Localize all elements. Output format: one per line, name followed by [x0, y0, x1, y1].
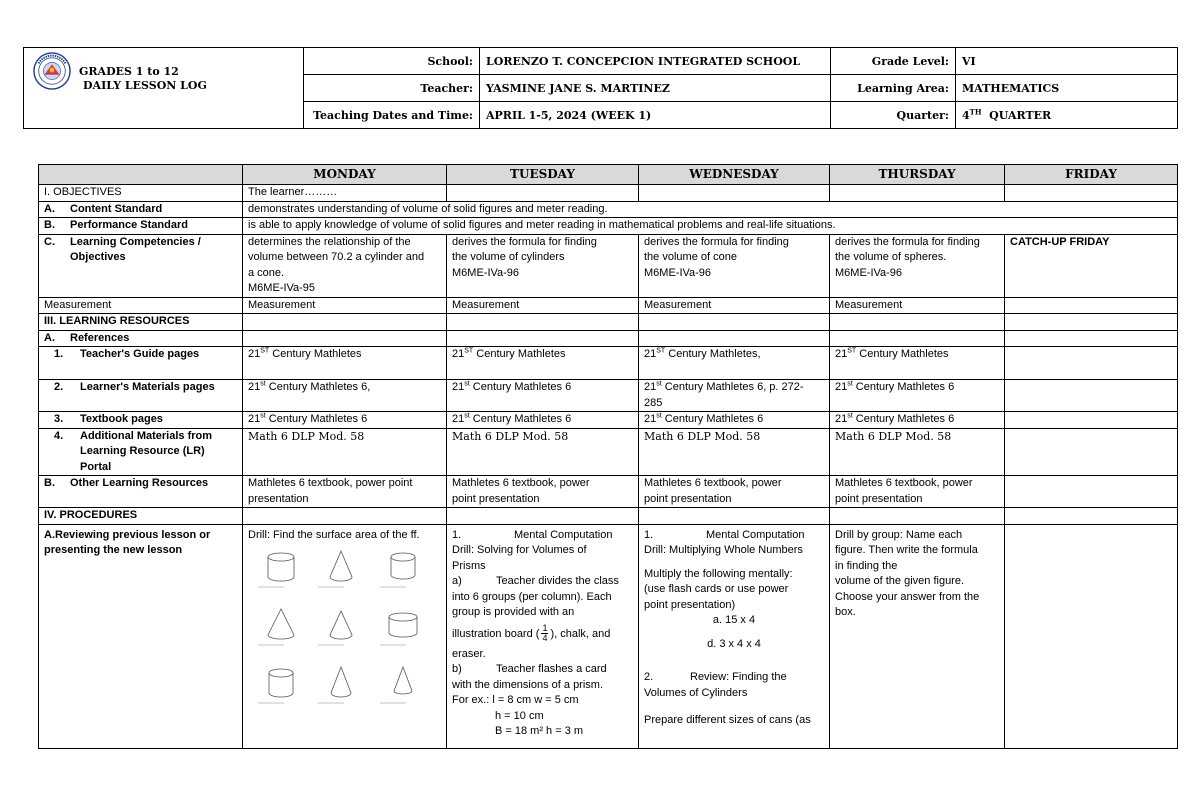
learners-materials-num: 2.: [54, 381, 64, 393]
learners-materials-label: [39, 380, 243, 412]
teachers-guide-label: [39, 347, 243, 380]
day-header-thursday: THURSDAY: [830, 165, 1005, 185]
drill-title: Prisms: [452, 559, 486, 572]
measurement-friday: [1005, 297, 1178, 314]
teaching-dates-value: APRIL 1-5, 2024 (WEEK 1): [480, 102, 831, 129]
performance-standard-row: [39, 218, 1178, 235]
learning-area-label: Learning Area:: [831, 75, 956, 102]
additional-materials-line1: Additional Materials from: [80, 429, 213, 442]
competencies-wednesday: [639, 234, 830, 297]
ordinal-suffix: st: [847, 412, 853, 420]
resource-title: Century Mathletes 6: [469, 413, 572, 425]
competencies-label-line1: Learning Competencies /: [70, 235, 201, 248]
grade-level-label: Grade Level:: [831, 48, 956, 75]
empty-cell: [1005, 508, 1178, 525]
resource-title: Century Mathletes 6: [469, 381, 572, 393]
textbook-num: 3.: [54, 413, 64, 425]
other-resources-thursday: [830, 476, 1005, 508]
step-text: with the dimensions of a prism.: [452, 678, 604, 691]
drill-instruction: Drill: Find the surface area of the ff.: [248, 528, 420, 541]
objectives-wednesday: [639, 185, 830, 202]
resource-title: Century Mathletes: [269, 348, 362, 360]
textbook-text: Textbook pages: [80, 413, 163, 425]
resource-line: Mathletes 6 textbook, power point: [248, 477, 413, 489]
resource-title: Century Mathletes: [856, 348, 949, 360]
empty-cell: [447, 508, 639, 525]
additional-materials-tuesday: Math 6 DLP Mod. 58: [447, 428, 639, 476]
textbook-row: [39, 412, 1178, 429]
cone-figure-icon: [314, 663, 368, 707]
day-header-row: [39, 165, 1178, 185]
competencies-wednesday-line: derives the formula for finding: [644, 235, 789, 248]
ordinal-suffix: ST: [464, 347, 474, 355]
learning-resources-row: [39, 314, 1178, 331]
fraction-denominator: 4: [542, 633, 548, 644]
textbook-tuesday: [447, 412, 639, 429]
quarter-number: 4: [962, 108, 970, 122]
teachers-guide-row: [39, 347, 1178, 380]
empty-cell: [639, 508, 830, 525]
item-letter: a): [452, 575, 462, 587]
measurement-label: Measurement: [39, 297, 243, 314]
content-standard-value: demonstrates understanding of volume of solid figures and meter reading.: [243, 201, 1178, 218]
empty-cell: [243, 508, 447, 525]
item-title: Mental Computation: [706, 528, 805, 541]
item-title: Volumes of Cylinders: [644, 686, 748, 699]
item-number: 1.: [452, 528, 462, 541]
measurement-wednesday: Measurement: [639, 297, 830, 314]
ordinal-suffix: ST: [656, 347, 666, 355]
teacher-value: YASMINE JANE S. MARTINEZ: [480, 75, 831, 102]
resource-pages: 285: [644, 396, 663, 409]
learners-materials-row: [39, 380, 1178, 412]
cylinder-figure-icon: [254, 547, 308, 591]
header-table: [23, 47, 1178, 129]
item-title: Review: Finding the: [690, 671, 787, 683]
textbook-label: [39, 412, 243, 429]
learners-materials-tuesday: [447, 380, 639, 412]
school-value: LORENZO T. CONCEPCION INTEGRATED SCHOOL: [480, 48, 831, 75]
ordinal-suffix: ST: [847, 347, 857, 355]
other-resources-monday: [243, 476, 447, 508]
fraction-one-fourth: [541, 624, 548, 643]
step-text: into 6 groups (per column). Each: [452, 590, 612, 603]
competencies-monday-line: volume between 70.2 a cylinder and: [248, 251, 425, 263]
ordinal-suffix: st: [260, 380, 266, 388]
reviewing-label: [39, 524, 243, 748]
cylinder-figure-icon: [376, 547, 430, 591]
drill-line: in finding the: [835, 559, 898, 572]
multiplication-item: a. 15 x 4: [712, 614, 756, 626]
quarter-label: Quarter:: [831, 102, 956, 129]
step-text: Teacher flashes a card: [496, 663, 607, 675]
empty-cell: [447, 314, 639, 331]
empty-cell: [639, 314, 830, 331]
grade-level-value: VI: [956, 48, 1178, 75]
drill-line: volume of the given figure.: [835, 575, 965, 587]
competencies-thursday-code: M6ME-IVa-96: [835, 266, 903, 279]
procedures-row: [39, 508, 1178, 525]
day-header-tuesday: TUESDAY: [447, 165, 639, 185]
teacher-label: Teacher:: [304, 75, 480, 102]
resource-title: Century Mathletes 6,: [265, 381, 371, 393]
resource-line: Mathletes 6 textbook, power: [835, 477, 973, 489]
references-letter: A.: [44, 331, 55, 344]
resource-line: presentation: [248, 492, 309, 505]
performance-standard-label: [39, 218, 243, 235]
other-resources-label: [39, 476, 243, 508]
content-standard-text-label: Content Standard: [70, 202, 163, 215]
item-number: 1.: [644, 528, 654, 541]
other-resources-wednesday: [639, 476, 830, 508]
other-resources-text: Other Learning Resources: [70, 477, 209, 489]
ordinal-suffix: st: [656, 380, 662, 388]
ordinal-suffix: st: [464, 412, 470, 420]
objectives-tuesday: [447, 185, 639, 202]
drill-title: Drill: Solving for Volumes of: [452, 544, 587, 556]
item-title: Mental Computation: [514, 528, 613, 541]
references-label: [39, 330, 243, 347]
competencies-monday-code: M6ME-IVa-95: [248, 282, 316, 294]
reviewing-thursday: [830, 524, 1005, 748]
content-standard-row: [39, 201, 1178, 218]
resource-title: Century Mathletes 6: [661, 413, 764, 425]
content-standard-label: [39, 201, 243, 218]
ordinal-suffix: st: [656, 412, 662, 420]
example-dimensions: B = 18 m² h = 3 m: [495, 725, 584, 737]
teachers-guide-text: Teacher's Guide pages: [80, 348, 200, 360]
resource-line: Mathletes 6 textbook, power: [644, 477, 782, 489]
instruction-text: (use flash cards or use power: [644, 583, 789, 595]
learning-resources-label: III. LEARNING RESOURCES: [39, 314, 243, 331]
cone-figure-icon: [254, 605, 308, 649]
resource-title: Century Mathletes: [473, 348, 566, 360]
cone-figure-icon: [314, 605, 368, 649]
reviewing-monday: [243, 524, 447, 748]
ordinal-number: 21: [248, 381, 261, 393]
textbook-thursday: [830, 412, 1005, 429]
quarter-word: QUARTER: [989, 108, 1052, 122]
ordinal-suffix: st: [847, 380, 853, 388]
ordinal-number: 21: [644, 348, 657, 360]
content-standard-letter: A.: [44, 202, 55, 215]
drill-figures-worksheet: [248, 547, 436, 713]
performance-standard-value: is able to apply knowledge of volume of solid figures and meter reading in mathematical problems and real-life situations.: [243, 218, 1178, 235]
objectives-monday: The learner………: [243, 185, 447, 202]
teachers-guide-monday: [243, 347, 447, 380]
step-text: illustration board (: [452, 627, 540, 640]
competencies-monday-line: a cone.: [248, 266, 285, 279]
step-text: eraser.: [452, 647, 486, 660]
other-resources-friday: [1005, 476, 1178, 508]
teachers-guide-wednesday: [639, 347, 830, 380]
empty-cell: [830, 508, 1005, 525]
step-text: ), chalk, and: [550, 627, 611, 640]
empty-cell: [830, 330, 1005, 347]
competencies-thursday-line: the volume of spheres.: [835, 251, 947, 263]
ordinal-number: 21: [452, 413, 465, 425]
empty-cell: [447, 330, 639, 347]
competencies-wednesday-line: the volume of cone: [644, 251, 737, 263]
teachers-guide-num: 1.: [54, 348, 64, 360]
additional-materials-row: [39, 428, 1178, 476]
logo-cell: [24, 48, 304, 129]
ordinal-suffix: ST: [260, 347, 270, 355]
other-resources-tuesday: [447, 476, 639, 508]
ordinal-number: 21: [835, 413, 848, 425]
resource-title: Century Mathletes 6, p. 272-: [661, 381, 804, 393]
step-text: Teacher divides the class: [496, 575, 619, 587]
competencies-row: [39, 234, 1178, 297]
additional-materials-thursday: Math 6 DLP Mod. 58: [830, 428, 1005, 476]
additional-materials-wednesday: Math 6 DLP Mod. 58: [639, 428, 830, 476]
references-row: [39, 330, 1178, 347]
other-resources-letter: B.: [44, 477, 55, 489]
instruction-text: Prepare different sizes of cans (as: [644, 714, 811, 726]
teaching-dates-label: Teaching Dates and Time:: [304, 102, 480, 129]
ordinal-number: 21: [644, 381, 657, 393]
cone-figure-icon: [376, 663, 430, 707]
drill-title: Drill: Multiplying Whole Numbers: [644, 544, 803, 556]
measurement-monday: Measurement: [243, 297, 447, 314]
reviewing-friday: [1005, 524, 1178, 748]
learners-materials-wednesday: [639, 380, 830, 412]
quarter-suffix: TH: [969, 106, 982, 116]
objectives-friday: [1005, 185, 1178, 202]
instruction-text: Multiply the following mentally:: [644, 567, 793, 580]
item-letter: b): [452, 663, 462, 675]
competencies-label-line2: Objectives: [70, 251, 126, 263]
example-dimensions: For ex.: l = 8 cm w = 5 cm: [452, 694, 579, 706]
ordinal-number: 21: [452, 348, 465, 360]
day-header-friday: FRIDAY: [1005, 165, 1178, 185]
reviewing-wednesday: [639, 524, 830, 748]
procedures-label: IV. PROCEDURES: [39, 508, 243, 525]
multiplication-item: d. 3 x 4 x 4: [707, 637, 761, 650]
cylinder-figure-icon: [376, 605, 430, 649]
competencies-tuesday-line: the volume of cylinders: [452, 251, 565, 263]
form-title-line1: GRADES 1 to 12: [79, 65, 179, 78]
additional-materials-label: [39, 428, 243, 476]
competencies-wednesday-code: M6ME-IVa-96: [644, 266, 712, 279]
other-resources-row: [39, 476, 1178, 508]
resource-title: Century Mathletes 6: [265, 413, 368, 425]
drill-line: box.: [835, 606, 856, 618]
competencies-tuesday-code: M6ME-IVa-96: [452, 266, 520, 279]
competencies-thursday: [830, 234, 1005, 297]
cylinder-figure-icon: [254, 663, 308, 707]
measurement-thursday: Measurement: [830, 297, 1005, 314]
references-text: References: [70, 331, 130, 344]
fraction-numerator: 1: [542, 623, 548, 634]
resource-line: point presentation: [835, 492, 923, 505]
ordinal-number: 21: [835, 381, 848, 393]
objectives-row: [39, 185, 1178, 202]
competencies-letter: C.: [44, 235, 55, 248]
teachers-guide-tuesday: [447, 347, 639, 380]
day-header-wednesday: WEDNESDAY: [639, 165, 830, 185]
school-label: School:: [304, 48, 480, 75]
drill-line: Choose your answer from the: [835, 590, 980, 603]
drill-line: figure. Then write the formula: [835, 544, 978, 556]
ordinal-number: 21: [248, 413, 261, 425]
empty-cell: [639, 330, 830, 347]
reviewing-row: [39, 524, 1178, 748]
learners-materials-friday: [1005, 380, 1178, 412]
empty-cell: [1005, 330, 1178, 347]
textbook-friday: [1005, 412, 1178, 429]
competencies-friday: CATCH-UP FRIDAY: [1005, 234, 1178, 297]
measurement-tuesday: Measurement: [447, 297, 639, 314]
drill-line: Drill by group: Name each: [835, 528, 963, 541]
quarter-value: [956, 102, 1178, 129]
learners-materials-thursday: [830, 380, 1005, 412]
performance-standard-letter: B.: [44, 219, 55, 231]
empty-cell: [243, 330, 447, 347]
learning-area-value: MATHEMATICS: [956, 75, 1178, 102]
learners-materials-monday: [243, 380, 447, 412]
competencies-thursday-line: derives the formula for finding: [835, 235, 980, 248]
textbook-wednesday: [639, 412, 830, 429]
additional-materials-monday: Math 6 DLP Mod. 58: [243, 428, 447, 476]
empty-cell: [1005, 314, 1178, 331]
example-dimensions: h = 10 cm: [495, 709, 544, 722]
learners-materials-text: Learner's Materials pages: [80, 381, 215, 393]
ordinal-suffix: st: [464, 380, 470, 388]
ordinal-number: 21: [452, 381, 465, 393]
resource-line: point presentation: [644, 492, 732, 505]
step-text: group is provided with an: [452, 606, 575, 618]
additional-materials-num: 4.: [54, 429, 64, 442]
resource-title: Century Mathletes,: [665, 348, 761, 360]
competencies-monday-line: determines the relationship of the: [248, 235, 411, 248]
resource-title: Century Mathletes 6: [852, 413, 955, 425]
teachers-guide-thursday: [830, 347, 1005, 380]
reviewing-label-line1: A.Reviewing previous lesson or: [44, 528, 211, 541]
item-number: 2.: [644, 671, 654, 683]
ordinal-number: 21: [835, 348, 848, 360]
resource-line: point presentation: [452, 492, 540, 505]
resource-line: Mathletes 6 textbook, power: [452, 477, 590, 489]
form-title-line2: DAILY LESSON LOG: [83, 79, 207, 92]
empty-cell: [243, 314, 447, 331]
ordinal-suffix: st: [260, 412, 266, 420]
reviewing-tuesday: [447, 524, 639, 748]
measurement-row: [39, 297, 1178, 314]
day-header-blank: [39, 165, 243, 185]
day-header-monday: MONDAY: [243, 165, 447, 185]
empty-cell: [830, 314, 1005, 331]
competencies-tuesday: [447, 234, 639, 297]
ordinal-number: 21: [644, 413, 657, 425]
teachers-guide-friday: [1005, 347, 1178, 380]
ordinal-number: 21: [248, 348, 261, 360]
reviewing-label-line2: presenting the new lesson: [44, 544, 183, 556]
objectives-label: I. OBJECTIVES: [39, 185, 243, 202]
competencies-label: [39, 234, 243, 297]
objectives-thursday: [830, 185, 1005, 202]
instruction-text: point presentation): [644, 598, 736, 611]
textbook-monday: [243, 412, 447, 429]
competencies-monday: [243, 234, 447, 297]
additional-materials-friday: [1005, 428, 1178, 476]
competencies-tuesday-line: derives the formula for finding: [452, 235, 597, 248]
daily-lesson-log-table: [38, 164, 1178, 749]
performance-standard-text-label: Performance Standard: [70, 219, 188, 231]
additional-materials-line2: Learning Resource (LR) Portal: [80, 445, 205, 473]
resource-title: Century Mathletes 6: [852, 381, 955, 393]
cone-figure-icon: [314, 547, 368, 591]
